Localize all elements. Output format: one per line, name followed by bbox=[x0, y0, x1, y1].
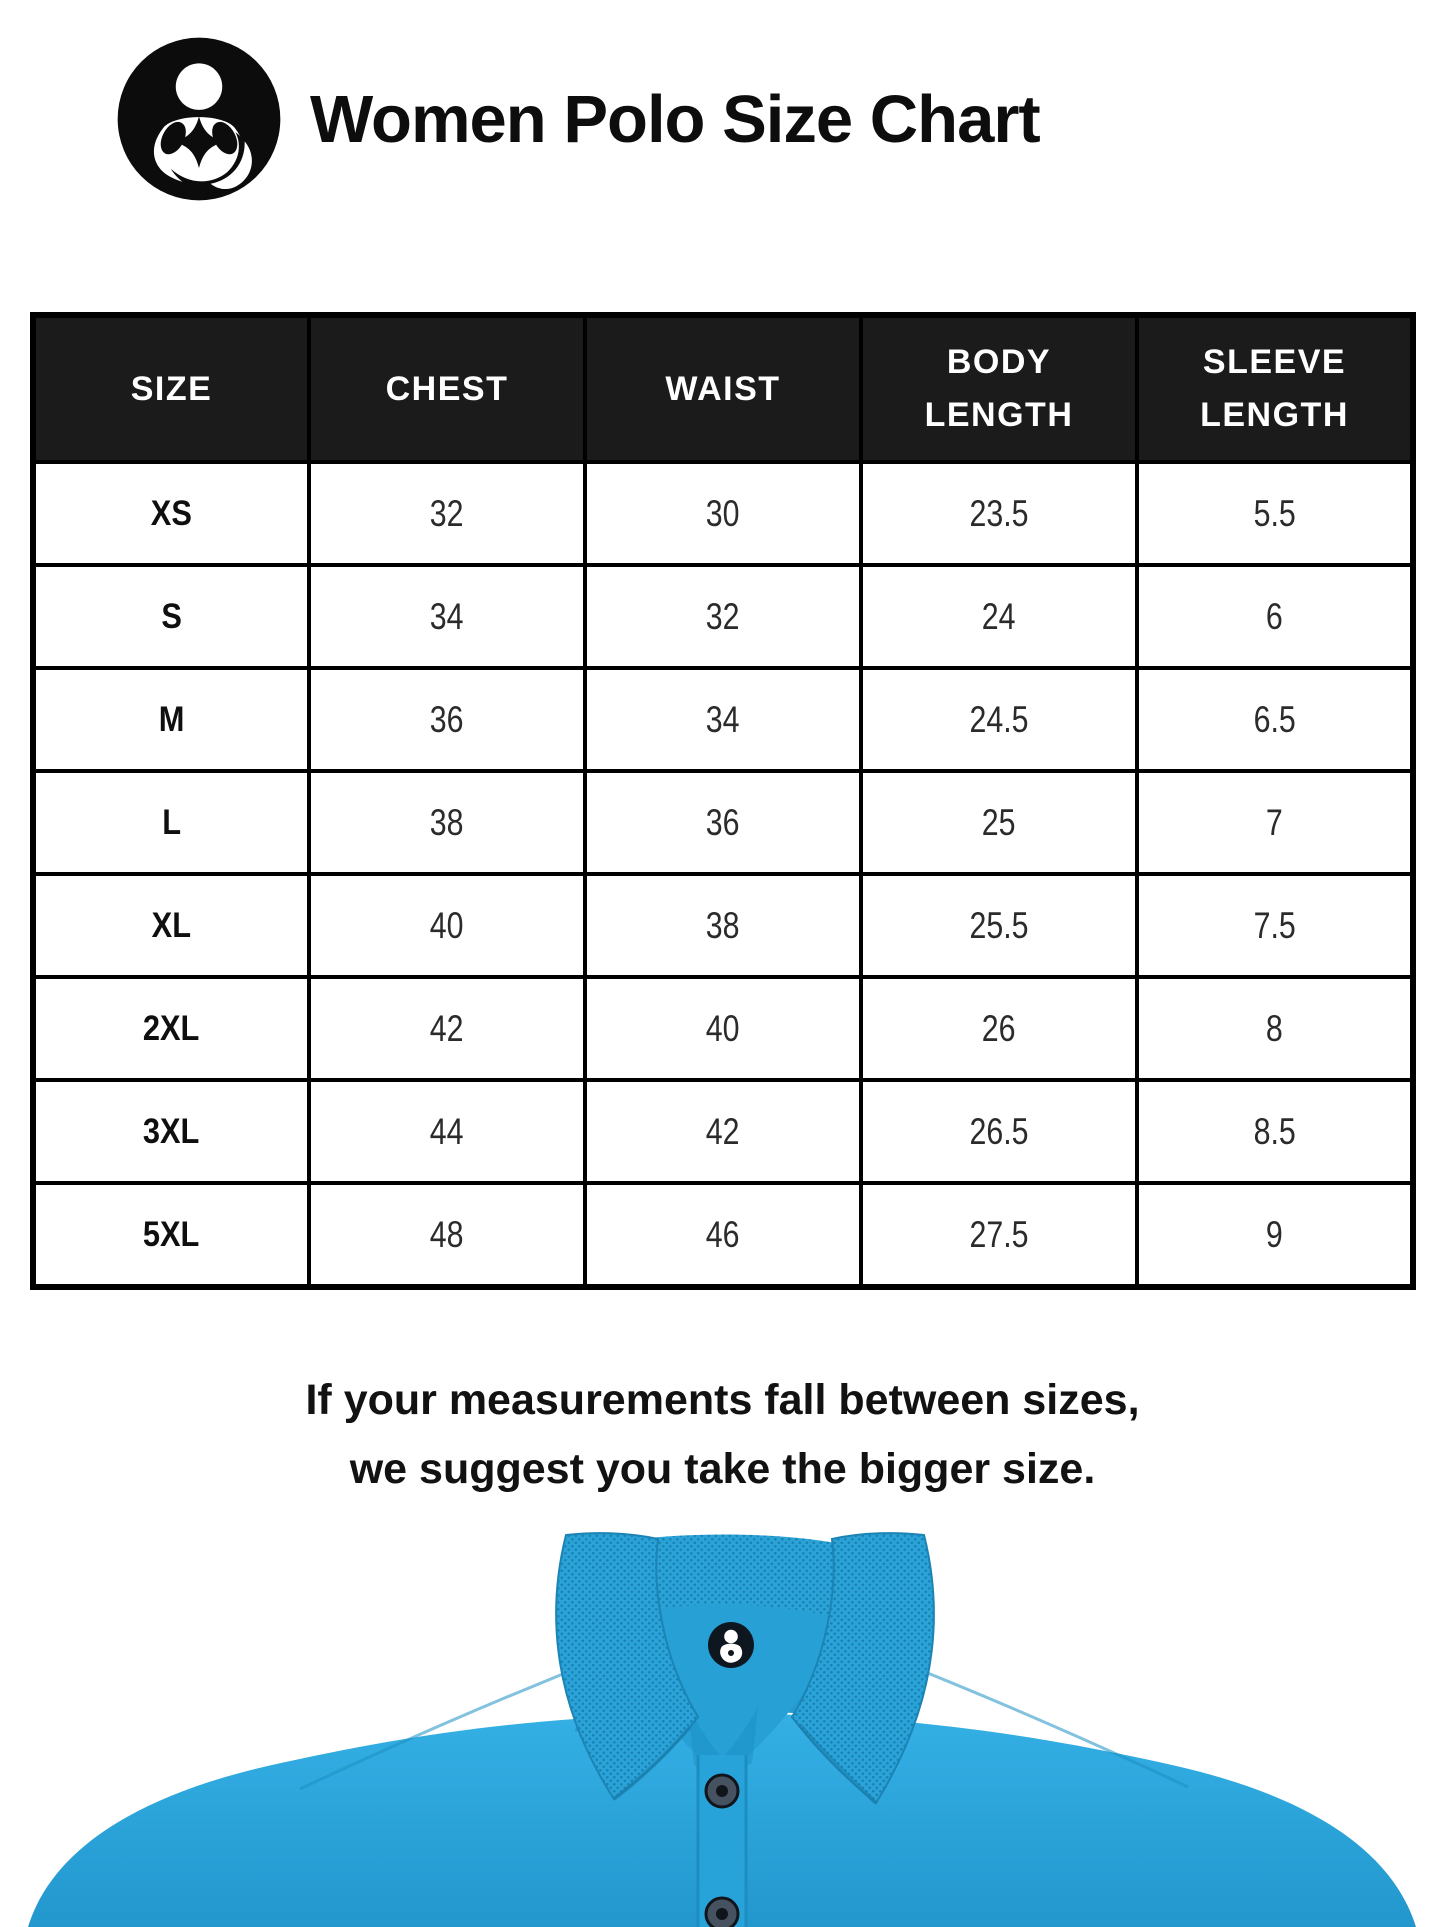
column-header-body-length: BODY LENGTH bbox=[861, 315, 1137, 462]
size-chart-table bbox=[30, 312, 1416, 1290]
cell-body-length: 25 bbox=[861, 771, 1137, 874]
brand-logo-icon bbox=[116, 36, 282, 202]
table-row bbox=[33, 462, 1413, 565]
cell-waist: 46 bbox=[585, 1183, 861, 1287]
table-row bbox=[33, 771, 1413, 874]
cell-waist: 40 bbox=[585, 977, 861, 1080]
brand-header bbox=[116, 36, 1040, 202]
cell-chest: 44 bbox=[309, 1080, 585, 1183]
sizing-note-line1: If your measurements fall between sizes, bbox=[305, 1376, 1140, 1424]
sizing-note bbox=[0, 1366, 1445, 1504]
cell-sleeve-length: 7.5 bbox=[1137, 874, 1413, 977]
table-row bbox=[33, 977, 1413, 1080]
cell-chest: 36 bbox=[309, 668, 585, 771]
table-header bbox=[33, 315, 1413, 462]
cell-waist: 30 bbox=[585, 462, 861, 565]
cell-waist: 36 bbox=[585, 771, 861, 874]
table-row bbox=[33, 565, 1413, 668]
cell-body-length: 26 bbox=[861, 977, 1137, 1080]
cell-size: 5XL bbox=[33, 1183, 309, 1287]
cell-chest: 42 bbox=[309, 977, 585, 1080]
column-header-waist: WAIST bbox=[585, 315, 861, 462]
column-header-size: SIZE bbox=[33, 315, 309, 462]
neck-tag-logo-icon bbox=[708, 1622, 754, 1668]
cell-sleeve-length: 8 bbox=[1137, 977, 1413, 1080]
sizing-note-line2: we suggest you take the bigger size. bbox=[349, 1444, 1096, 1493]
cell-body-length: 24.5 bbox=[861, 668, 1137, 771]
cell-size: M bbox=[33, 668, 309, 771]
table-row bbox=[33, 1080, 1413, 1183]
table-header-row bbox=[33, 315, 1413, 462]
cell-body-length: 27.5 bbox=[861, 1183, 1137, 1287]
cell-size: L bbox=[33, 771, 309, 874]
cell-chest: 32 bbox=[309, 462, 585, 565]
page-title: Women Polo Size Chart bbox=[310, 81, 1040, 157]
cell-sleeve-length: 7 bbox=[1137, 771, 1413, 874]
table-body bbox=[33, 462, 1413, 1287]
column-header-sleeve-length: SLEEVE LENGTH bbox=[1137, 315, 1413, 462]
cell-body-length: 25.5 bbox=[861, 874, 1137, 977]
cell-chest: 38 bbox=[309, 771, 585, 874]
cell-size: 2XL bbox=[33, 977, 309, 1080]
column-header-chest: CHEST bbox=[309, 315, 585, 462]
cell-size: XL bbox=[33, 874, 309, 977]
cell-sleeve-length: 5.5 bbox=[1137, 462, 1413, 565]
cell-size: 3XL bbox=[33, 1080, 309, 1183]
cell-size: XS bbox=[33, 462, 309, 565]
cell-chest: 34 bbox=[309, 565, 585, 668]
cell-sleeve-length: 6 bbox=[1137, 565, 1413, 668]
cell-size: S bbox=[33, 565, 309, 668]
cell-chest: 48 bbox=[309, 1183, 585, 1287]
polo-shirt-image bbox=[0, 1527, 1445, 1927]
cell-waist: 34 bbox=[585, 668, 861, 771]
cell-sleeve-length: 6.5 bbox=[1137, 668, 1413, 771]
cell-chest: 40 bbox=[309, 874, 585, 977]
cell-sleeve-length: 8.5 bbox=[1137, 1080, 1413, 1183]
cell-waist: 38 bbox=[585, 874, 861, 977]
cell-body-length: 24 bbox=[861, 565, 1137, 668]
cell-waist: 32 bbox=[585, 565, 861, 668]
table-row bbox=[33, 1183, 1413, 1287]
cell-body-length: 26.5 bbox=[861, 1080, 1137, 1183]
cell-waist: 42 bbox=[585, 1080, 861, 1183]
table-row bbox=[33, 668, 1413, 771]
cell-sleeve-length: 9 bbox=[1137, 1183, 1413, 1287]
cell-body-length: 23.5 bbox=[861, 462, 1137, 565]
table-row bbox=[33, 874, 1413, 977]
